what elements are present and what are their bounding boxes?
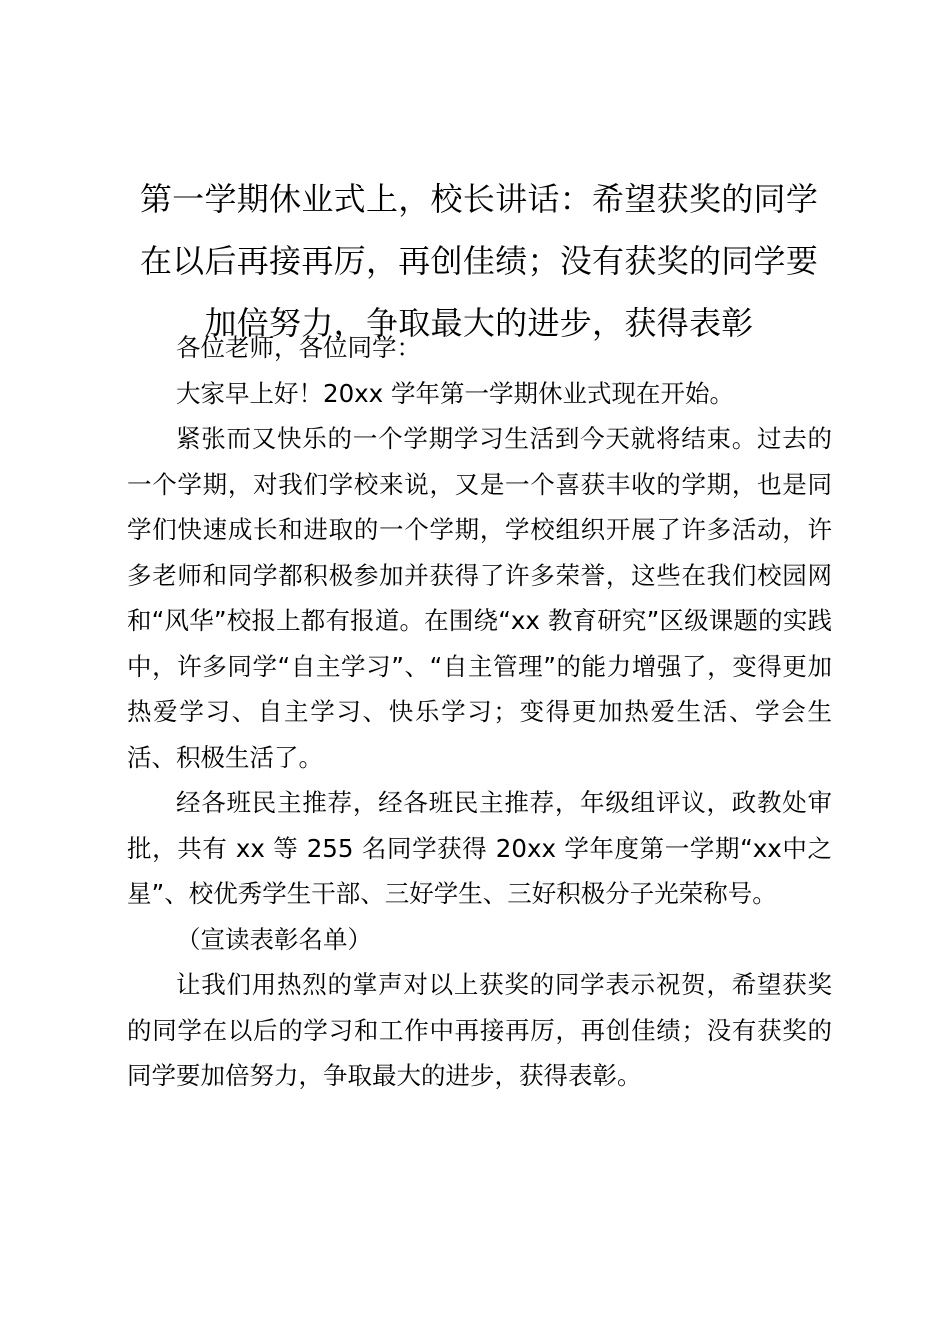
document-body xyxy=(127,325,832,1099)
closing-paragraph: 让我们用热烈的掌声对以上获奖的同学表示祝贺，希望获奖的同学在以后的学习和工作中再接再厉，再创佳绩；没有获奖的同学要加倍努力，争取最大的进步，获得表彰。 xyxy=(127,970,832,1090)
opening-paragraph: 大家早上好！20xx 学年第一学期休业式现在开始。 xyxy=(176,378,734,408)
award-paragraph: 经各班民主推荐，经各班民主推荐，年级组评议，政教处审批，共有 xx 等 255 名同学获得 20xx 学年度第一学期“xx中之星”、校优秀学生干部、三好学生、三好积极分子光荣称号。 xyxy=(127,788,832,908)
salutation-paragraph: 各位老师，各位同学： xyxy=(176,333,421,362)
list-reading-paragraph: （宣读表彰名单） xyxy=(176,924,372,954)
document-title: 第一学期休业式上，校长讲话：希望获奖的同学在以后再接再厉，再创佳绩；没有获奖的同学要加倍努力，争取最大的进步，获得表彰 xyxy=(139,180,819,342)
review-paragraph: 紧张而又快乐的一个学期学习生活到今天就将结束。过去的一个学期，对我们学校来说，又是一个喜获丰收的学期，也是同学们快速成长和进取的一个学期，学校组织开展了许多活动，许多老师和同学都积极参加并获得了许多荣誉，这些在我们校园网和“风华”校报上都有报道。在围绕“xx 教育研究”区级课题的实践中，许多同学“自主学习”、“自主管理”的能力增强了，变得更加热爱学习、自主学习、快乐学习；变得更加热爱生活、学会生活、积极生活了。 xyxy=(127,424,832,772)
